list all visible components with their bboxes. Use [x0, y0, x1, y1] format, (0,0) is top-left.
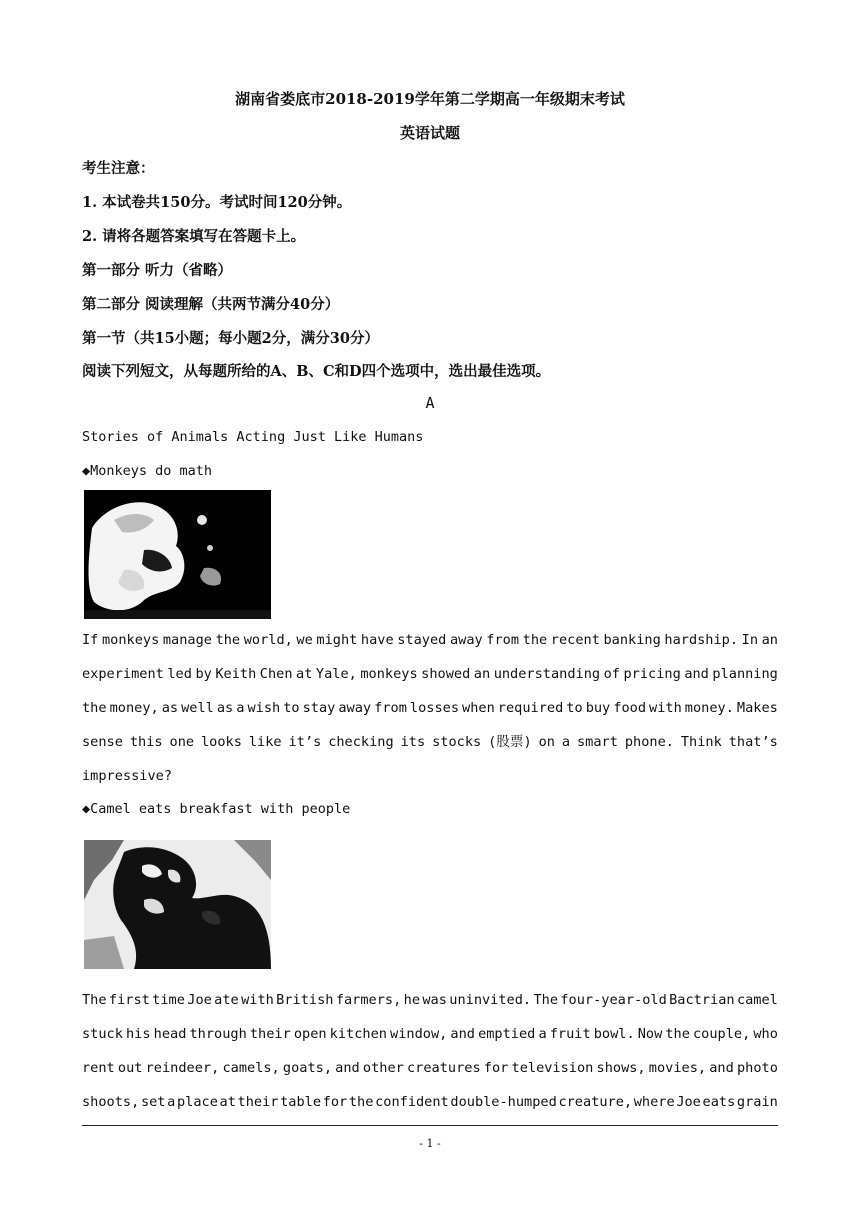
story2-line-3-text-word: television: [511, 1060, 594, 1076]
story1-paragraph: [82, 623, 778, 793]
story1-line-4-text-word: that’s: [728, 734, 778, 750]
story1-line-3-text-word: when: [462, 700, 495, 716]
story1-line-4-text-word: stocks: [432, 734, 482, 750]
story2-line-3-text-word: reindeer,: [145, 1060, 220, 1076]
story1-line-1-text-word: world,: [243, 632, 293, 648]
story1-line-4-text-word: phone.: [624, 734, 674, 750]
story1-line-4-text-word: checking: [328, 734, 394, 750]
story1-line-3-text-word: money.: [684, 700, 734, 716]
story2-line-4-text-word: confident: [375, 1094, 449, 1110]
instruction-text: 阅读下列短文，从每题所给的A、B、C和D四个选项中，选出最佳选项。: [82, 363, 551, 380]
story1-line-4-text-word: its: [400, 734, 426, 750]
story2-line-1-text-word: farmers,: [335, 992, 402, 1008]
story1-line-5-text: impressive?: [82, 768, 173, 784]
story1-line-3-text-word: as: [216, 700, 234, 716]
story2-line-3-text-word: other: [362, 1060, 404, 1076]
story1-line-2-text-word: monkeys: [360, 666, 418, 682]
story1-line-4-text-word: (股票): [488, 734, 532, 750]
story1-line-2: [82, 657, 778, 691]
story1-line-3-text-word: food: [613, 700, 647, 716]
story2-line-1-text-word: first: [108, 992, 150, 1008]
story1-line-1-text-word: an: [761, 632, 778, 648]
notice-item-1: 1. 本试卷共150分。考试时间120分钟。: [82, 194, 352, 211]
story1-line-1-text-word: away: [449, 632, 483, 648]
story2-line-3: [82, 1051, 778, 1085]
camel-photo: [84, 840, 271, 969]
notice-heading: 考生注意：: [82, 160, 155, 177]
story1-line-4-text-word: smart: [577, 734, 618, 750]
story1-line-2-text-word: by: [195, 666, 212, 682]
story2-line-1-text-word: was: [422, 992, 447, 1008]
story2-line-1-text-word: The: [82, 992, 107, 1008]
story2-line-2-text-word: Now: [637, 1026, 663, 1042]
story1-line-4-text-word: looks: [201, 734, 242, 750]
story1-line-1-text-word: stayed: [397, 632, 447, 648]
story1-line-3-text-word: a: [236, 700, 245, 716]
notice-item-2: 2. 请将各题答案填写在答题卡上。: [82, 228, 306, 245]
story1-line-1-text-word: monkeys: [101, 632, 160, 648]
story2-line-2-text-word: his: [126, 1026, 151, 1042]
story1-line-2-text-word: led: [167, 666, 192, 682]
story2-line-4: [82, 1085, 778, 1119]
story1-line-1-text-word: have: [360, 632, 394, 648]
story2-line-2-text-word: open: [293, 1026, 327, 1042]
story1-line-3-text-word: with: [649, 700, 682, 716]
story2-line-3-text-word: for: [483, 1060, 509, 1076]
story1-line-2-text-word: planning: [712, 666, 778, 682]
story2-line-1-text-word: The: [533, 992, 559, 1008]
story2-line-3-text-word: camels,: [222, 1060, 280, 1076]
story1-line-1-text-word: In: [741, 632, 759, 648]
story1-line-1-text-word: banking: [603, 632, 661, 648]
story2-line-1-text-word: Joe: [187, 992, 212, 1008]
story1-line-4-text-word: like: [248, 734, 282, 750]
story1-line-3-text-word: money,: [109, 700, 159, 716]
story2-line-1-text-word: four-year-old: [560, 992, 667, 1008]
story1-line-1: [82, 623, 778, 657]
story2-line-4-text-word: at: [219, 1094, 236, 1110]
story2-line-3-text-word: creatures: [406, 1060, 481, 1076]
story1-line-4-text-word: this: [129, 734, 163, 750]
story2-line-2-text-word: couple,: [692, 1026, 751, 1042]
story2-line-2-text-word: their: [249, 1026, 291, 1042]
story2-line-4-text-word: shoots,: [82, 1094, 140, 1110]
story1-line-1-text-word: might: [316, 632, 358, 648]
page-number: - 1 -: [419, 1137, 441, 1150]
story1-line-3-text-word: away: [338, 700, 372, 716]
story2-line-3-text-word: and: [335, 1060, 360, 1076]
story2-line-4-text-word: eats: [702, 1094, 736, 1110]
part1-heading: 第一部分 听力（省略）: [82, 262, 233, 279]
part2-heading: 第二部分 阅读理解（共两节满分40分）: [82, 296, 340, 313]
story2-line-1: [82, 983, 778, 1017]
story1-line-3-text-word: as: [161, 700, 179, 716]
story2-line-2-text-word: through: [189, 1026, 247, 1042]
story1-line-2-text-word: understanding: [493, 666, 601, 682]
story2-line-4-text-word: double-humped: [450, 1094, 557, 1110]
story1-line-2-text-word: Chen: [259, 666, 293, 682]
story2-line-2-text-word: and: [450, 1026, 475, 1042]
story2-line-1-text-word: time: [152, 992, 185, 1008]
story1-line-3-text-word: buy: [585, 700, 611, 716]
story2-line-4-text-word: the: [348, 1094, 374, 1110]
story1-line-5: [82, 759, 778, 793]
story1-line-1-text-word: the: [215, 632, 241, 648]
story2-line-2-text-word: bowl.: [593, 1026, 635, 1042]
story2-line-3-text-word: out: [117, 1060, 143, 1076]
story1-line-3-text-word: the: [82, 700, 107, 716]
passage-label: A: [425, 394, 435, 412]
exam-subtitle: 英语试题: [399, 124, 460, 142]
story2-line-3-text-word: goats,: [282, 1060, 333, 1076]
story1-line-3-text-word: to: [566, 700, 583, 716]
story1-line-4: [82, 725, 778, 759]
story2-line-1-text-word: uninvited.: [449, 992, 532, 1008]
story2-line-2-text-word: who: [753, 1026, 778, 1042]
story2-line-1-text-word: camel: [736, 992, 778, 1008]
story2-line-3-text-word: and: [709, 1060, 734, 1076]
story1-line-2-text-word: of: [603, 666, 620, 682]
story1-line-3-text-word: stay: [302, 700, 336, 716]
passage-title: Stories of Animals Acting Just Like Humans: [82, 429, 424, 445]
footer-divider: [82, 1125, 778, 1126]
story2-line-4-text-word: a: [167, 1094, 176, 1110]
exam-title: 湖南省娄底市2018-2019学年第二学期高一年级期末考试: [235, 90, 625, 108]
story1-line-3-text-word: losses: [409, 700, 460, 716]
story2-line-3-text-word: rent: [82, 1060, 115, 1076]
story1-line-2-text-word: showed: [421, 666, 471, 682]
story1-line-2-text-word: Yale,: [315, 666, 357, 682]
story2-line-2-text-word: the: [665, 1026, 690, 1042]
story1-line-3-text-word: from: [374, 700, 407, 716]
story2-line-2: [82, 1017, 778, 1051]
camel-image: [84, 840, 271, 969]
story1-line-1-text-word: we: [296, 632, 313, 648]
story1-line-3: [82, 691, 778, 725]
story2-line-2-text-word: stuck: [82, 1026, 123, 1042]
story1-line-2-text-word: Keith: [215, 666, 257, 682]
story1-line-1-text-word: If: [82, 632, 99, 648]
story1-line-1-text-word: hardship.: [664, 632, 739, 648]
story1-line-3-text-word: to: [283, 700, 300, 716]
story1-line-1-text-word: manage: [162, 632, 212, 648]
story2-line-3-text-word: photo: [736, 1060, 778, 1076]
monkey-photo: [84, 490, 271, 619]
story2-line-2-text-word: kitchen: [329, 1026, 387, 1042]
story2-line-4-text-word: table: [280, 1094, 322, 1110]
story2-line-4-text-word: place: [176, 1094, 218, 1110]
story2-line-4-text-word: where: [633, 1094, 675, 1110]
story2-line-4-text-word: Joe: [676, 1094, 701, 1110]
story2-line-1-text-word: ate: [214, 992, 239, 1008]
story2-line-1-text-word: Bactrian: [669, 992, 735, 1008]
story1-line-4-text-word: Think: [680, 734, 722, 750]
story1-heading: ◆Monkeys do math: [82, 463, 213, 479]
section1-heading: 第一节（共15小题；每小题2分，满分30分）: [82, 330, 379, 347]
story2-line-2-text-word: fruit: [549, 1026, 591, 1042]
story2-paragraph: [82, 983, 778, 1119]
story2-line-3-text-word: shows,: [596, 1060, 646, 1076]
story2-line-2-text-word: window,: [390, 1026, 448, 1042]
story2-line-2-text-word: a: [538, 1026, 547, 1042]
story2-line-3-text-word: movies,: [648, 1060, 707, 1076]
story2-heading: ◆Camel eats breakfast with people: [82, 801, 351, 817]
story1-line-2-text-word: at: [296, 666, 313, 682]
story1-line-3-text-word: Makes: [736, 700, 778, 716]
story1-line-2-text-word: experiment: [82, 666, 164, 682]
story2-line-4-text-word: creature,: [558, 1094, 633, 1110]
story2-line-4-text-word: for: [322, 1094, 348, 1110]
story1-line-4-text-word: on: [538, 734, 555, 750]
story2-line-1-text-word: British: [276, 992, 334, 1008]
monkey-image: [84, 490, 271, 619]
story1-line-2-text-word: and: [684, 666, 709, 682]
story1-line-2-text-word: pricing: [623, 666, 681, 682]
story1-line-1-text-word: from: [486, 632, 520, 648]
story2-line-1-text-word: he: [403, 992, 421, 1008]
story2-line-2-text-word: emptied: [478, 1026, 536, 1042]
story2-line-4-text-word: their: [237, 1094, 279, 1110]
story1-line-1-text-word: the: [522, 632, 548, 648]
story1-line-2-text-word: an: [473, 666, 491, 682]
story1-line-3-text-word: required: [497, 700, 564, 716]
story1-line-4-text-word: it’s: [288, 734, 322, 750]
story1-line-3-text-word: well: [181, 700, 214, 716]
story2-line-4-text-word: grain: [736, 1094, 778, 1110]
story1-line-3-text-word: wish: [247, 700, 281, 716]
story1-line-4-text-word: one: [169, 734, 195, 750]
story2-line-4-text-word: set: [140, 1094, 166, 1110]
story2-line-2-text-word: head: [153, 1026, 187, 1042]
story1-line-4-text-word: a: [561, 734, 571, 750]
story1-line-1-text-word: recent: [550, 632, 600, 648]
story1-line-4-text-word: sense: [82, 734, 123, 750]
story2-line-1-text-word: with: [241, 992, 274, 1008]
